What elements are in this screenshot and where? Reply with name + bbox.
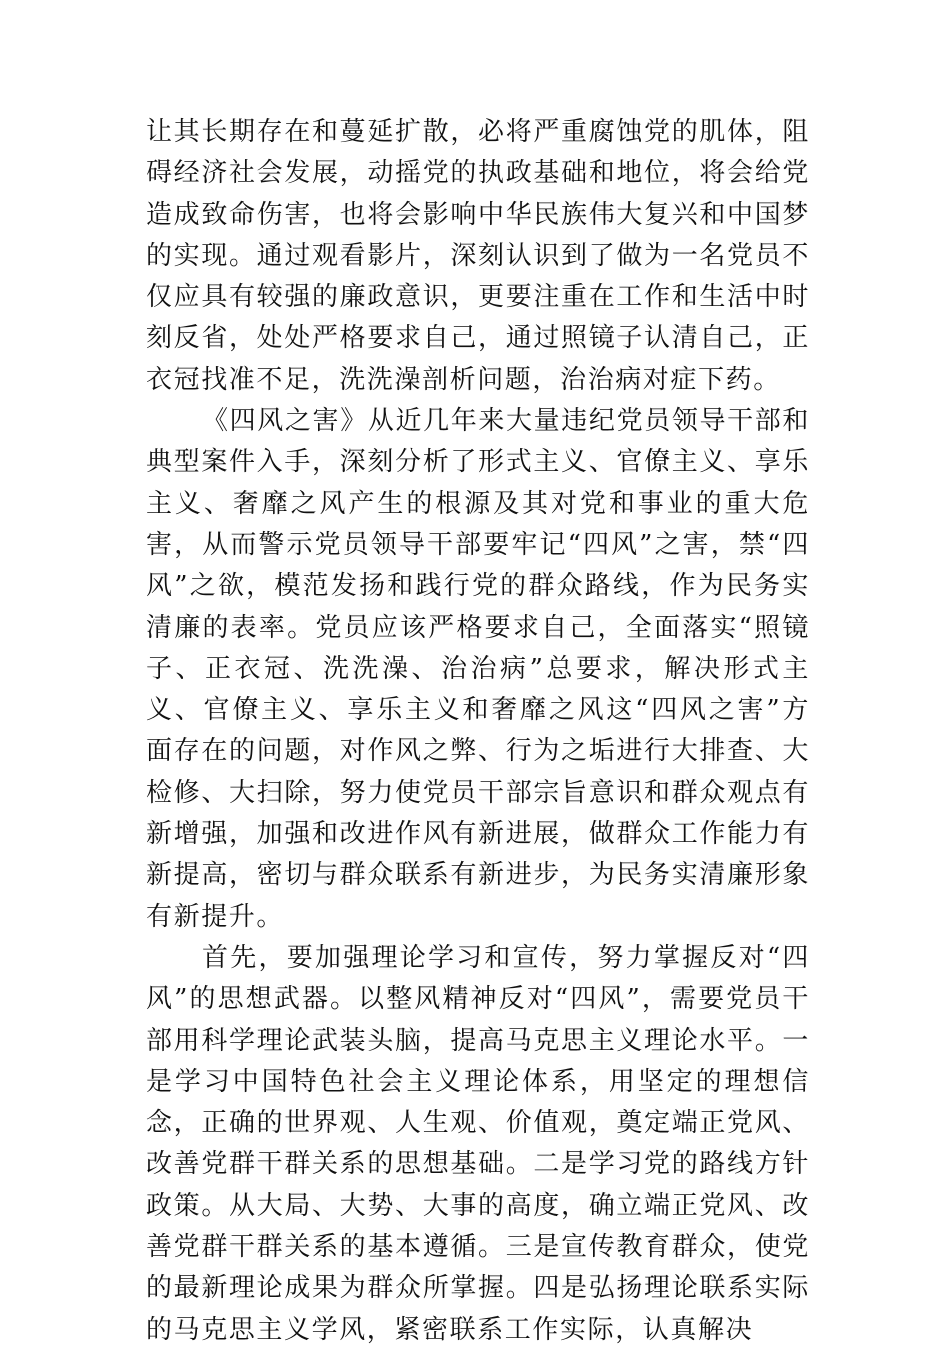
paragraph-theory-study: 首先，要加强理论学习和宣传，努力掌握反对“四风”的思想武器。以整风精神反对“四风”，需要党员干部用科学理论武装头脑，提高马克思主义理论水平。一是学习中国特色社会主义理论体系，用坚定的理想信念，正确的世界观、人生观、价值观，奠定端正党风、改善党群干群关系的思想基础。二是学习党的路线方针政策。从大局、大势、大事的高度，确立端正党风、改善党群干群关系的基本遵循。三是宣传教育群众，使党的最新理论成果为群众所掌握。四是弘扬理论联系实际的马克思主义学风，紧密联系工作实际，认真解决 [146,942,810,1345]
paragraph-sifeng-zhihai: 《四风之害》从近几年来大量违纪党员领导干部和典型案件入手，深刻分析了形式主义、官僚主义、享乐主义、奢靡之风产生的根源及其对党和事业的重大危害，从而警示党员领导干部要牢记“四风”之害，禁“四风”之欲，模范发扬和践行党的群众路线，作为民务实清廉的表率。党员应该严格要求自己，全面落实“照镜子、正衣冠、洗洗澡、治治病”总要求，解决形式主义、官僚主义、享乐主义和奢靡之风这“四风之害”方面存在的问题，对作风之弊、行为之垢进行大排查、大检修、大扫除，努力使党员干部宗旨意识和群众观点有新增强，加强和改进作风有新进展，做群众工作能力有新提高，密切与群众联系有新进步，为民务实清廉形象有新提升。 [146,406,810,932]
paragraph-continuation: 让其长期存在和蔓延扩散，必将严重腐蚀党的肌体，阻碍经济社会发展，动摇党的执政基础和地位，将会给党造成致命伤害，也将会影响中华民族伟大复兴和中国梦的实现。通过观看影片，深刻认识到了做为一名党员不仅应具有较强的廉政意识，更要注重在工作和生活中时刻反省，处处严格要求自己，通过照镜子认清自己，正衣冠找准不足，洗洗澡剖析问题，治治病对症下药。 [146,117,810,395]
